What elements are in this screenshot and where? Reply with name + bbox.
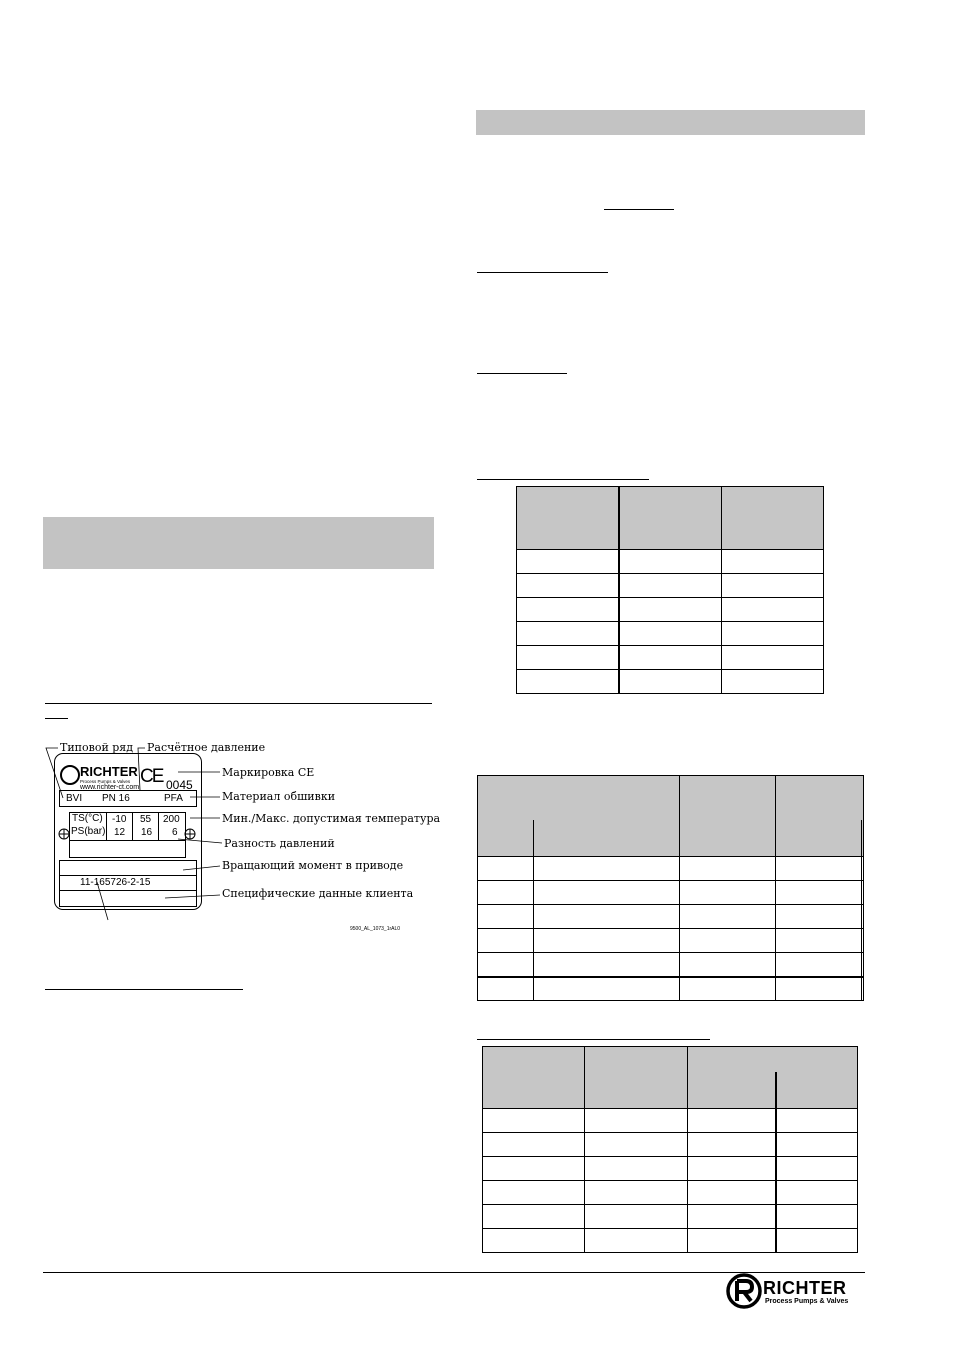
table-row <box>478 929 864 953</box>
underline-rule <box>604 209 674 210</box>
table-header-cell <box>483 1047 585 1109</box>
table-row <box>517 550 824 574</box>
order-number: 11-165726-2-15 <box>80 877 151 888</box>
underline-rule-thin <box>477 479 649 480</box>
table-header-cell <box>517 487 620 550</box>
ce-mark: CE <box>140 766 163 787</box>
label-lining-material: Материал обшивки <box>222 790 336 803</box>
label-design-pressure: Расчётное давление <box>147 741 266 754</box>
lining-value: PFA <box>164 793 183 804</box>
label-customer-data: Специфические данные клиента <box>222 887 414 900</box>
nameplate-tagline: Process Pumps & Valves <box>80 779 131 784</box>
table-header-cell <box>722 487 824 550</box>
label-series: Типовой ряд <box>60 741 134 754</box>
underline-rule <box>477 1039 710 1040</box>
ts-value: 55 <box>140 814 152 825</box>
table-header-cell <box>619 487 722 550</box>
label-ce-marking: Маркировка CE <box>222 766 315 779</box>
label-pressure-difference: Разность давлений <box>224 837 335 850</box>
header-subdivider <box>533 820 534 857</box>
table-row <box>478 905 864 929</box>
table-row <box>517 574 824 598</box>
table-row <box>483 1109 858 1133</box>
ps-value: 6 <box>172 827 178 838</box>
table-row <box>483 1229 858 1253</box>
table-row <box>478 881 864 905</box>
table-2 <box>477 775 864 1001</box>
underline-rule <box>477 272 608 273</box>
ts-value: 200 <box>163 814 180 825</box>
table-header-cell <box>585 1047 688 1109</box>
table-header-cell <box>775 776 863 857</box>
ps-label: PS(bar) <box>71 826 106 837</box>
pressure-rating-value: PN 16 <box>102 793 130 804</box>
table-row <box>478 977 864 1001</box>
table-header-cell <box>679 776 775 857</box>
footer-tagline: Process Pumps & Valves <box>765 1298 849 1305</box>
table-header-cell <box>688 1047 858 1109</box>
table-row <box>483 1205 858 1229</box>
figure-code: 9500_AL_1073_1rAL0 <box>350 926 401 932</box>
table-header-row <box>517 487 824 550</box>
underline-rule-thin <box>45 989 243 990</box>
header-subdivider <box>861 820 862 857</box>
table-row <box>478 857 864 881</box>
footer-brand: RICHTER <box>763 1278 847 1298</box>
nameplate-website: www.richter-ct.com <box>80 784 140 791</box>
table-3 <box>482 1046 858 1253</box>
label-drive-torque: Вращающий момент в приводе <box>222 859 404 872</box>
nameplate-brand: RICHTER <box>80 764 138 779</box>
table-header-row <box>478 776 864 857</box>
table-row <box>517 598 824 622</box>
table-row <box>517 646 824 670</box>
table-row <box>483 1157 858 1181</box>
table-row <box>483 1181 858 1205</box>
ts-label: TS(°C) <box>72 813 103 824</box>
table-header-cell <box>478 776 680 857</box>
header-subdivider <box>775 1072 777 1109</box>
table-row <box>517 670 824 694</box>
richter-logo-icon <box>725 1272 763 1310</box>
table-1 <box>516 486 824 694</box>
table-header-row <box>483 1047 858 1109</box>
ps-value: 12 <box>114 827 126 838</box>
underline-rule <box>477 373 567 374</box>
table-row <box>517 622 824 646</box>
section-header-bar-right <box>476 110 865 135</box>
ps-value: 16 <box>141 827 153 838</box>
table-row <box>483 1133 858 1157</box>
ts-value: -10 <box>112 814 127 825</box>
label-temperature: Мин./Макс. допустимая температура <box>222 812 441 825</box>
ce-number: 0045 <box>166 778 193 792</box>
series-value: BVI <box>66 793 83 804</box>
table-row <box>478 953 864 977</box>
